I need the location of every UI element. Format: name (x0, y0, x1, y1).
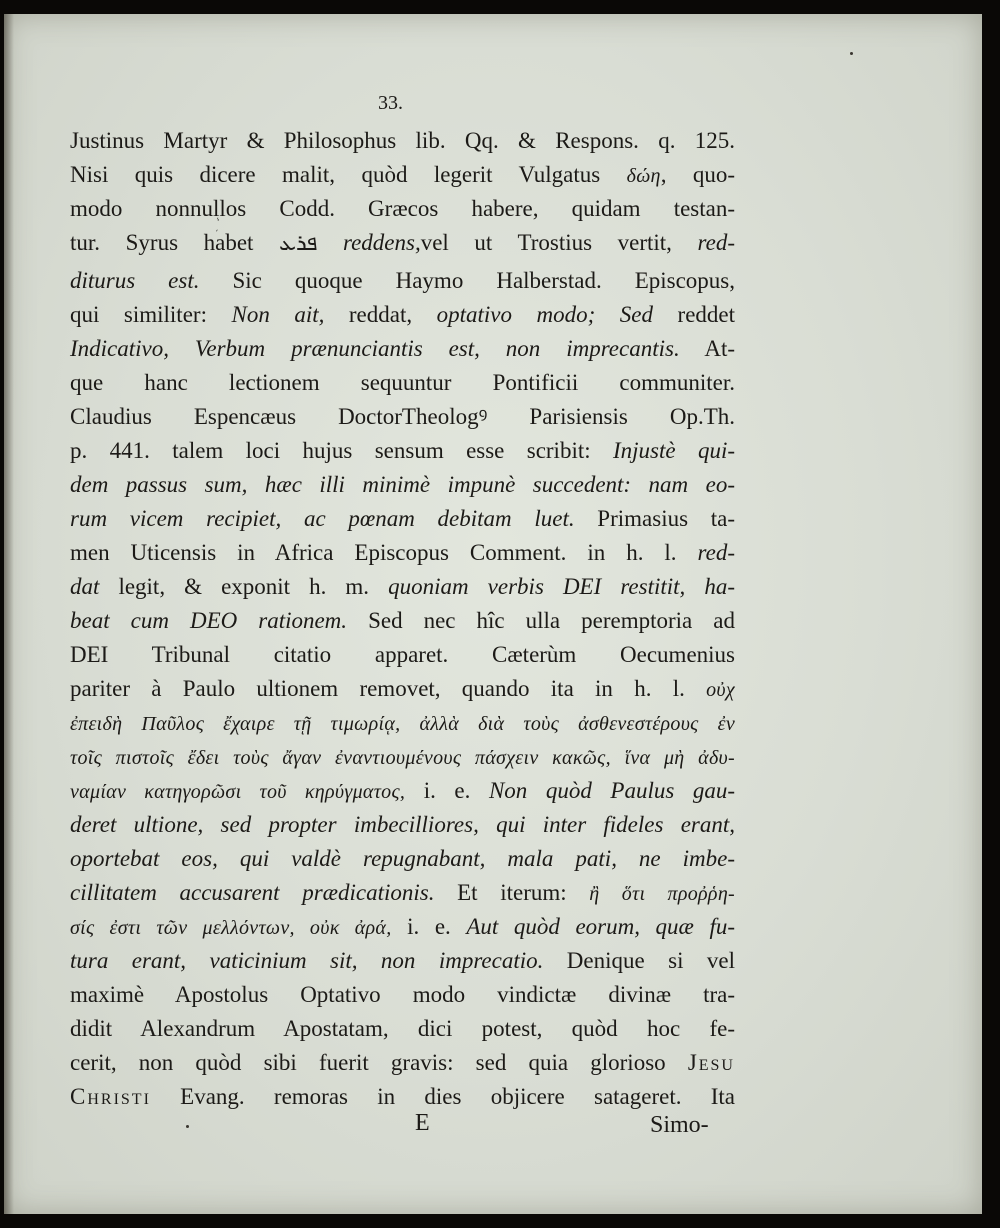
text-line (70, 672, 735, 706)
italic-text: optativo modo; Sed (436, 302, 654, 327)
text-line (70, 192, 735, 226)
roman-text: , quo- (660, 162, 735, 187)
roman-text: men Uticensis in Africa Episcopus Comment. in h. l. (70, 540, 698, 565)
paper-speck (850, 52, 853, 55)
italic-text: Non ait, (231, 302, 325, 327)
text-line (70, 536, 735, 570)
roman-text: legit, & exponit h. m. (99, 574, 389, 599)
text-line (70, 158, 735, 192)
small-caps-text: Christi (70, 1084, 151, 1109)
italic-text: Aut quòd eorum, quæ fu- (466, 914, 735, 939)
text-line (70, 570, 735, 604)
italic-text: red- (697, 540, 735, 565)
text-line (70, 842, 735, 876)
roman-text: modo nonnullos Codd. Græcos habere, quidam testan- (70, 196, 735, 221)
text-line (70, 944, 735, 978)
greek-text: ἐπειδὴ Παῦλος ἔχαιρε τῇ τιμωρίᾳ, ἀλλὰ διὰ τοὺς ἀσθενεστέρους ἐν (70, 713, 735, 735)
italic-text: tura erant, vaticinium sit, non imprecatio. (70, 948, 544, 973)
text-line (70, 706, 735, 740)
text-line (70, 876, 735, 910)
roman-text: que hanc lectionem sequuntur Pontificii communiter. (70, 370, 735, 395)
page-gutter-shadow (4, 14, 14, 1214)
italic-text: oportebat eos, qui valdè repugnabant, mala pati, ne imbe- (70, 846, 735, 871)
text-line (70, 1080, 735, 1114)
roman-text: cerit, non quòd sibi fuerit gravis: sed quia glorioso (70, 1050, 688, 1075)
text-line (70, 1046, 735, 1080)
greek-text: ἢ ὅτι προῤῥη- (589, 883, 735, 905)
page-number: 33. (378, 92, 403, 114)
roman-text: Nisi quis dicere malit, quòd legerit Vulgatus (70, 162, 627, 187)
italic-text: Indicativo, Verbum prænunciantis est, non imprecantis. (70, 336, 680, 361)
text-line (70, 226, 735, 260)
signature-mark: E (415, 1110, 430, 1136)
roman-text: didit Alexandrum Apostatam, dici potest, quòd hoc fe- (70, 1016, 735, 1041)
syriac-text: ܦܪܥ (279, 231, 318, 256)
text-line (70, 1012, 735, 1046)
paper-speck (186, 1125, 189, 1128)
roman-text: DEI Tribunal citatio apparet. Cæterùm Oecumenius (70, 642, 735, 667)
greek-text: τοῖς πιστοῖς ἔδει τοὺς ἄγαν ἐναντιουμένους πάσχειν κακῶς, ἵνα μὴ ἀδυ- (70, 747, 735, 769)
roman-text: Et iterum: (434, 880, 590, 905)
roman-text: Sed nec hîc ulla peremptoria ad (347, 608, 735, 633)
text-line (70, 502, 735, 536)
greek-text: σίς ἐστι τῶν μελλόντων, οὐκ ἀρά, (70, 917, 392, 939)
text-line (70, 604, 735, 638)
roman-text: i. e. (391, 914, 467, 939)
roman-text: Claudius Espencæus DoctorTheologꝰ Parisiensis Op.Th. (70, 404, 735, 429)
roman-text: i. e. (405, 778, 489, 803)
text-line (70, 978, 735, 1012)
greek-text: οὐχ (706, 679, 735, 701)
text-line (70, 124, 735, 158)
italic-text: deret ultione, sed propter imbecilliores, qui inter fideles erant, (70, 812, 735, 837)
roman-text: pariter à Paulo ultionem removet, quando ita in h. l. (70, 676, 707, 701)
roman-text: Justinus Martyr & Philosophus lib. Qq. & Respons. q. 125. (70, 128, 735, 153)
text-line (70, 366, 735, 400)
italic-text: dem passus sum, hæc illi minimè impunè succedent: nam eo- (70, 472, 735, 497)
text-line (70, 808, 735, 842)
italic-text: rum vicem recipiet, ac pœnam debitam luet. (70, 506, 575, 531)
roman-text: tur. Syrus habet (70, 230, 280, 255)
italic-text: Non quòd Paulus gau- (488, 778, 735, 803)
italic-text: red- (697, 230, 735, 255)
text-line (70, 264, 735, 298)
roman-text: qui similiter: (70, 302, 232, 327)
syriac-vowel-marks: ܼ ܵ (213, 217, 217, 231)
catchword: Simo- (650, 1112, 709, 1138)
italic-text: cillitatem accusarent prædicationis. (70, 880, 435, 905)
roman-text: p. 441. talem loci hujus sensum esse scribit: (70, 438, 613, 463)
roman-text: reddet (653, 302, 735, 327)
text-line (70, 332, 735, 366)
text-line (70, 434, 735, 468)
italic-text: reddens, (343, 230, 421, 255)
text-line (70, 740, 735, 774)
roman-text: At- (679, 336, 735, 361)
roman-text (317, 230, 343, 255)
text-line (70, 468, 735, 502)
roman-text: vel ut Trostius vertit, (420, 230, 698, 255)
roman-text: Evang. remoras in dies objicere satageret. Ita (150, 1084, 735, 1109)
roman-text: maximè Apostolus Optativo modo vindictæ divinæ tra- (70, 982, 735, 1007)
roman-text: Sic quoque Haymo Halberstad. Episcopus, (199, 268, 736, 293)
roman-text: Denique si vel (543, 948, 735, 973)
italic-text: Injustè qui- (612, 438, 735, 463)
roman-text: Primasius ta- (574, 506, 736, 531)
italic-text: beat cum DEO rationem. (70, 608, 348, 633)
greek-text: ναμίαν κατηγορῶσι τοῦ κηρύγματος, (70, 781, 406, 803)
italic-text: quoniam verbis DEI restitit, ha- (388, 574, 735, 599)
text-line (70, 910, 735, 944)
small-caps-text: Jesu (687, 1050, 735, 1075)
text-line (70, 638, 735, 672)
text-line (70, 774, 735, 808)
greek-text: δώη (626, 165, 661, 187)
italic-text: diturus est. (70, 268, 200, 293)
text-line (70, 298, 735, 332)
text-line (70, 400, 735, 434)
roman-text: reddat, (324, 302, 437, 327)
italic-text: dat (70, 574, 100, 599)
